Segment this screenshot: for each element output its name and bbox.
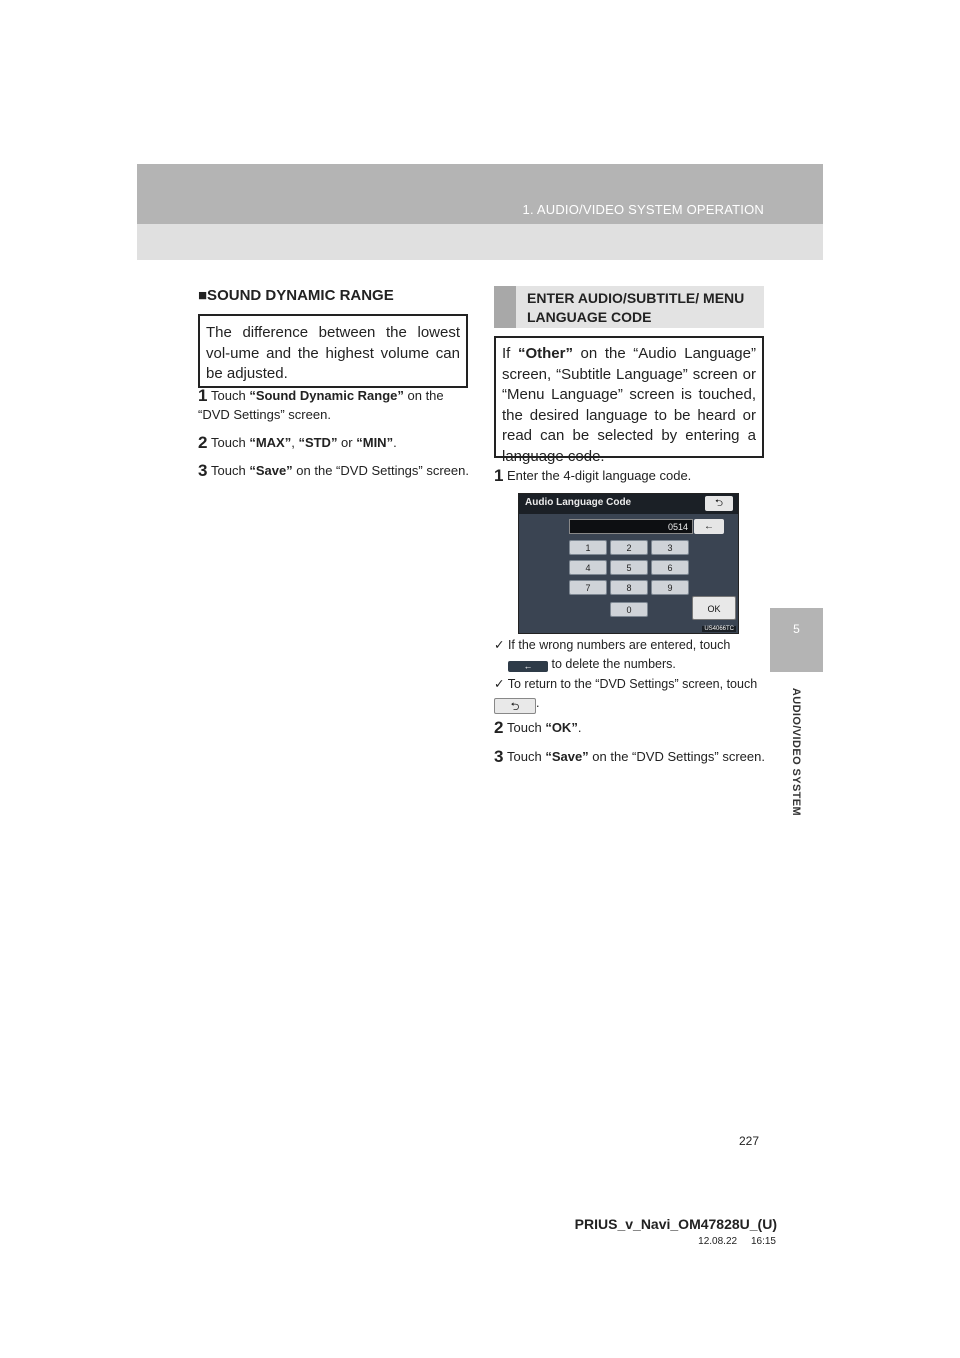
step-number: 3 [494, 747, 504, 766]
bullet-delete-numbers: ✓ If the wrong numbers are entered, touch ← to delete the numbers. [494, 638, 731, 671]
bullet-return-dvd-settings: ✓ To return to the “DVD Settings” screen, touch ⮌ . [494, 677, 758, 713]
key-4[interactable]: 4 [569, 560, 607, 575]
left-arrow-icon[interactable]: ← [694, 519, 724, 534]
step-number: 3 [198, 461, 208, 480]
chapter-tab-label-area [770, 672, 823, 832]
step-number: 2 [494, 718, 504, 737]
key-3[interactable]: 3 [651, 540, 689, 555]
bullet-mark: ✓ [494, 677, 508, 691]
step-3-right: 3 Touch “Save” on the “DVD Settings” screen. [494, 747, 765, 766]
section-heading-bar [494, 286, 516, 328]
step-number: 1 [494, 466, 504, 485]
image-code: US4066TC [704, 626, 734, 632]
bullet-mark: ✓ [494, 638, 508, 652]
chapter-number: 5 [793, 622, 800, 636]
return-arrow-icon: ⮌ [494, 698, 536, 714]
key-2[interactable]: 2 [610, 540, 648, 555]
language-code-input[interactable]: 0514 [569, 519, 693, 534]
screen-title: Audio Language Code [525, 497, 632, 508]
section-heading-enter-language-code: ENTER AUDIO/SUBTITLE/ MENU LANGUAGE CODE [527, 290, 745, 325]
step-1-right: 1 Enter the 4-digit language code. [494, 466, 692, 485]
step-number: 1 [198, 386, 208, 405]
key-1[interactable]: 1 [569, 540, 607, 555]
chapter-tab [770, 608, 823, 672]
key-0[interactable]: 0 [610, 602, 648, 617]
step-2-right: 2 Touch “OK”. [494, 718, 582, 737]
chapter-title: 1. AUDIO/VIDEO SYSTEM OPERATION [522, 202, 764, 217]
print-timestamp: 12.08.22 16:15 [698, 1236, 776, 1247]
key-9[interactable]: 9 [651, 580, 689, 595]
key-8[interactable]: 8 [610, 580, 648, 595]
intro-box-right: If “Other” on the “Audio Language” screen, “Subtitle Language” screen or “Menu Language” screen is touched, the desired language to be heard or read can be selected by entering a language code. [494, 336, 764, 458]
left-arrow-icon: ← [508, 661, 548, 672]
audio-language-code-screenshot [518, 493, 739, 634]
document-id: PRIUS_v_Navi_OM47828U_(U) [574, 1216, 777, 1232]
page-number: 227 [739, 1134, 760, 1148]
step-number: 2 [198, 433, 208, 452]
step-2-left: 2 Touch “MAX”, “STD” or “MIN”. [198, 433, 397, 452]
key-5[interactable]: 5 [610, 560, 648, 575]
step-3-left: 3 Touch “Save” on the “DVD Settings” screen. [198, 461, 469, 480]
key-7[interactable]: 7 [569, 580, 607, 595]
chapter-label: AUDIO/VIDEO SYSTEM [790, 687, 802, 817]
header-subband [137, 224, 823, 260]
step-1-left: 1 Touch “Sound Dynamic Range” on the “DVD Settings” screen. [198, 386, 444, 422]
intro-box-left: The difference between the lowest vol-ume and the highest volume can be adjusted. [198, 314, 468, 388]
return-arrow-icon[interactable]: ⮌ [705, 496, 733, 511]
section-title-sound-dynamic-range: ■SOUND DYNAMIC RANGE [198, 287, 394, 304]
ok-button[interactable]: OK [692, 596, 736, 620]
key-6[interactable]: 6 [651, 560, 689, 575]
